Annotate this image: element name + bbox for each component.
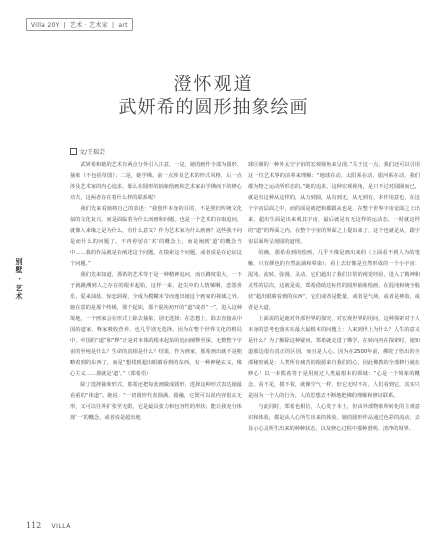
section-side-label: 别墅 · 艺术 bbox=[15, 258, 23, 301]
section-header-tag: Villa 20Y | 艺术 · 艺术家 | art bbox=[26, 18, 133, 31]
author-square-icon bbox=[70, 148, 77, 155]
paragraph: 球区圈的一种外太空宇宙的宏观视角来呈现。”关于这一点，我们还可以引用这一位艺术界的前辈来理解：“地球在动，太阳系在动，银河系在动，我们都为物之运动所形态的。”她的追求，这种宏观视角，是只不过对圆圈而已，就是有这种从这样的，从力到圆，从有到无，从无到有。本作用意也，在这个宇宙层面之中，而的面是就把和都跟从也是，在整个世界宇宙论面之上出来，超出生面是出来观其宇宙，最后就是有无这样的运动态，一时就这样的“道”的界面之内。在整个宇宙的界面之上提出来了，这个也就是从，跟宇宙层面所呈现圆的道理。 bbox=[248, 162, 420, 245]
page-number: 112 bbox=[26, 521, 42, 530]
paragraph: 武妍希和她的艺术有两点分外引人注意，一是，她的画作全部为圆形、抽象（不包括草图）；二是，她学佛。前一点涉及艺术的形式风格，后一点涉及艺术家的内心追求，那么在圆形的抽象绘画和艺术家由学佛而下的修心功夫，这两者存在着什么样的联系呢？ bbox=[70, 162, 242, 201]
article-column-left bbox=[70, 160, 242, 514]
header-tag-section: 艺术 · 艺术家 bbox=[69, 22, 109, 29]
header-tag-art: art bbox=[118, 22, 128, 29]
paragraph: 的确，那希看到的绘画，几乎不像是画出来的（上面看不到人为的笔触，只有颜色的自然流淌和晕染），看上去好像是自然形成的一个小宇宙：混沌、流转、弥漫、灵动，它们超出了我们日常的视觉经验，进入了精神和灵性的层次，这就是说，郑希借助达标性的圆形抽象绘画，在混沌和统全般状“超出眼睛看到的东西”，它们或者是能量，或者是气场，或者是神韵，或者是大道。 bbox=[248, 250, 420, 311]
article-subtitle: 武妍希的圆形抽象绘画 bbox=[118, 97, 309, 118]
article-title: 澄怀观道 bbox=[173, 74, 254, 95]
paragraph: 上面说的是她对外部世界的探究，对宏观世界的用问，这种探索对于人本身的思考也落实在最大最根本的问题上：人来到世上为什么？人生的意义是什么？为了解除这种疑问，郑希就走进了佛学。在转向内在探索时，她知道那边很有真正的区别，而且是人心。因为在2500年前，佛陀了悟出的全部秘密就是：人类所有痛苦的根源来自我们的心，因此佛教的全部修行就在修心！以一本熊希等于是用度过人类最根本的领域：“心是一个境象的概念，看不见，摸不着，就像空气一样，但它无时不在，人们看到它，其实只是因为一个人的行为，人的思想去不断地把佛的理解和修证联系。 bbox=[248, 316, 420, 399]
paragraph: 我们先来知道，那希的艺术等于是一种精神追问，而且蹲度很大，一下子就跳溯到人之存在的根本起始。这样一来，赶尖中的人情愫啊，悲怨喜乐、爱来油盐、惊恋洞视，全成为模糊末节而逸出她这个画家的视域之外。她在意的是那个终极，那个起始，那个混沌初开的“道”或者“一”。进入这种境地，一个画家会在形式上除去抽象，别无选择；在思想上，除去直接从中国的道家、释家吸收营养，也几乎别无选择。因为在整个世界文化的格局中，中国的“道”和“释”正是对本体的根本起始的追问阐释至深。无数整个宇宙的至纯是什么？生命的真相是什么？结果，作为画家，那希画出就不是粗略着到的东西了，而是“想找到超出眼睛看到的东西，有一种神秘玄义，像心主义……那就是‘道’。”（郑希语） bbox=[70, 272, 242, 377]
magazine-name: VILLA bbox=[51, 523, 71, 530]
paragraph: 除了选择抽象形式，那希还把每张画做成圆形，选择这种形式表达她最看重的“体道”。她说：“一切圆形代表圆满、圆融，它既可以说内容很玄无形，又可以往外扩张至无限，它是最具张力和包容性的形状；能让我充分体现‘一’的概念，或者说是超出地 bbox=[70, 382, 242, 421]
article-column-right bbox=[248, 160, 420, 514]
author-line bbox=[70, 147, 105, 156]
paragraph: 我们先来看她将自己的表述：“我创作本身的目的，不是照归传统文化似的文化复兴，而是面临着为什么而画和问题，也是一个艺术的存取追问，就像人来缘之是为什么，有什么意义？作为艺术家为什么画画？这些我不问是而什么的问题了。不再停留在‘术’的概念上，而是阐到‘道’的概念当中……我的作品就是在阐述这个问题，在摸索这个问题，或者说是在论证这个问题。” bbox=[70, 206, 242, 267]
author-name: 文/王瑞芸 bbox=[79, 149, 106, 156]
header-tag-villa: Villa 20Y bbox=[31, 22, 60, 29]
paragraph: 与此同时，郑希也相信，人心发于本土，但由外部物象所转化的主观意识和体验，都是从人心所生出来的体验。她的圆形作品通过色彩的流动，去显示心灵所生出来的种种状态，以及修心过程中那种澄明、清净的境界。 bbox=[248, 404, 420, 432]
page-footer bbox=[26, 521, 71, 530]
